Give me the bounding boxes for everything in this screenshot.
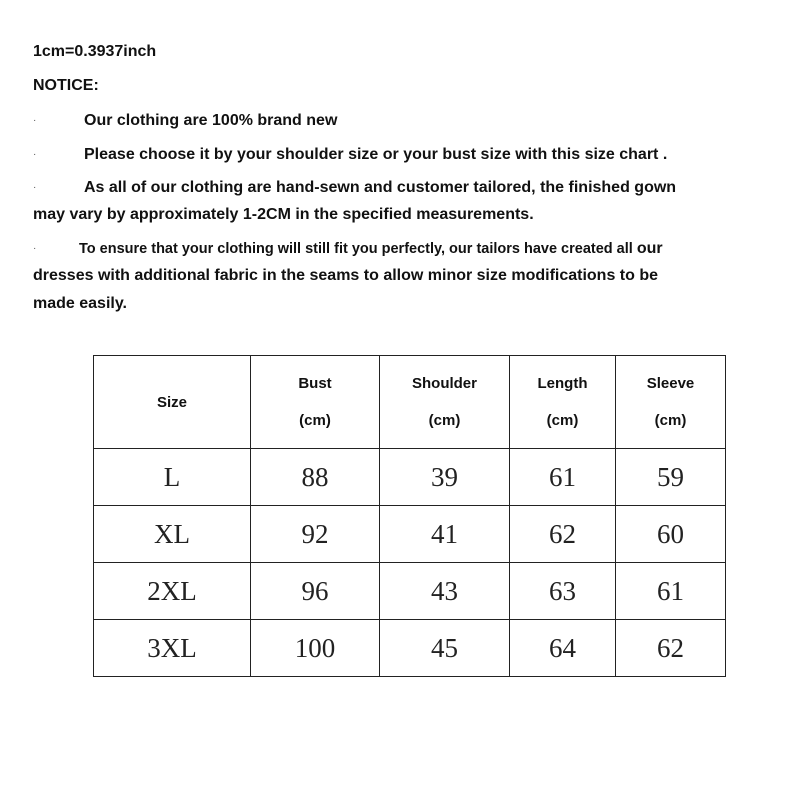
cell-length: 61 <box>510 449 616 506</box>
cell-size: 3XL <box>94 620 251 677</box>
header-length-unit: (cm) <box>546 412 579 429</box>
cell-length: 62 <box>510 506 616 563</box>
notice-line-3b: may vary by approximately 1-2CM in the specified measurements. <box>33 206 534 223</box>
cell-sleeve: 62 <box>616 620 726 677</box>
cell-sleeve: 59 <box>616 449 726 506</box>
cell-sleeve: 60 <box>616 506 726 563</box>
header-shoulder <box>380 356 510 449</box>
header-sleeve-label: Sleeve <box>646 375 695 392</box>
cell-bust: 88 <box>251 449 380 506</box>
notice-line-4a <box>79 239 663 259</box>
cell-size: 2XL <box>94 563 251 620</box>
notice-line-4a-end: our <box>636 240 663 257</box>
bullet-2: · <box>33 149 37 160</box>
table-row <box>94 620 726 677</box>
header-sleeve <box>616 356 726 449</box>
table-row <box>94 506 726 563</box>
notice-line-1: Our clothing are 100% brand new <box>84 112 338 129</box>
bullet-4: · <box>33 243 37 254</box>
bullet-1: · <box>33 115 37 126</box>
cell-shoulder: 39 <box>380 449 510 506</box>
cell-bust: 96 <box>251 563 380 620</box>
cell-bust: 92 <box>251 506 380 563</box>
bullet-3: · <box>33 182 37 193</box>
header-bust <box>251 356 380 449</box>
cell-shoulder: 43 <box>380 563 510 620</box>
cell-bust: 100 <box>251 620 380 677</box>
cell-size: L <box>94 449 251 506</box>
cell-length: 63 <box>510 563 616 620</box>
header-shoulder-unit: (cm) <box>428 412 461 429</box>
header-size-label: Size <box>156 393 187 411</box>
notice-line-4c: made easily. <box>33 295 127 312</box>
header-shoulder-label: Shoulder <box>411 375 477 392</box>
header-bust-unit: (cm) <box>299 412 331 429</box>
header-size <box>94 356 251 449</box>
cell-sleeve: 61 <box>616 563 726 620</box>
table-row <box>94 449 726 506</box>
header-bust-label: Bust <box>298 375 332 392</box>
notice-line-4a-text: To ensure that your clothing will still fit you perfectly, our tailors have created all <box>79 241 633 257</box>
cell-length: 64 <box>510 620 616 677</box>
size-chart-table <box>93 355 726 677</box>
notice-line-3a: As all of our clothing are hand-sewn and customer tailored, the finished gown <box>84 179 677 196</box>
notice-line-4b: dresses with additional fabric in the seams to allow minor size modifications to be <box>33 267 659 284</box>
table-header-row <box>94 356 726 449</box>
cell-shoulder: 41 <box>380 506 510 563</box>
header-length <box>510 356 616 449</box>
cell-size: XL <box>94 506 251 563</box>
cell-shoulder: 45 <box>380 620 510 677</box>
notice-line-2: Please choose it by your shoulder size or your bust size with this size chart . <box>84 146 668 163</box>
table-row <box>94 563 726 620</box>
notice-title: NOTICE: <box>33 77 99 94</box>
header-sleeve-unit: (cm) <box>654 412 687 429</box>
header-length-label: Length <box>537 375 588 392</box>
conversion-note: 1cm=0.3937inch <box>33 43 157 60</box>
